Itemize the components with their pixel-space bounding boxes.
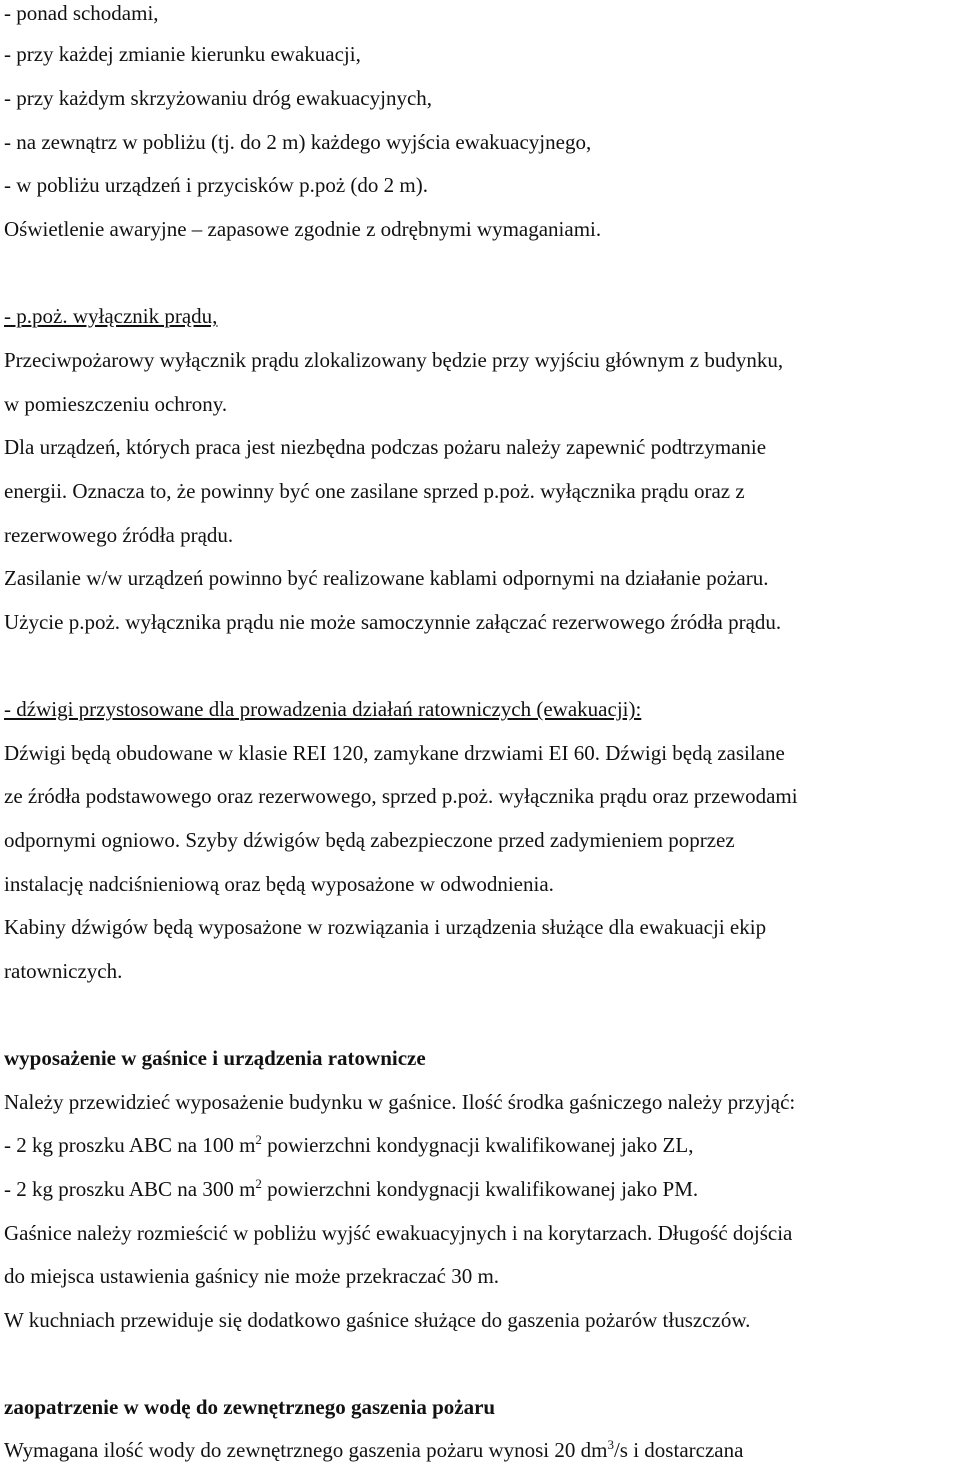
item-text: - 2 kg proszku ABC na 100 m [4,1133,256,1157]
paragraph-line: Użycie p.poż. wyłącznika prądu nie może samoczynnie załączać rezerwowego źródła prądu. [4,610,782,634]
list-item [4,1176,698,1202]
list-item: - w pobliżu urządzeń i przycisków p.poż (do 2 m). [4,173,428,197]
paragraph-line: Gaśnice należy rozmieścić w pobliżu wyjść ewakuacyjnych i na korytarzach. Długość dojścia [4,1221,793,1245]
superscript: 3 [607,1437,614,1452]
paragraph-line: ze źródła podstawowego oraz rezerwowego, sprzed p.poż. wyłącznika prądu oraz przewodami [4,784,798,808]
paragraph-line: W kuchniach przewiduje się dodatkowo gaśnice służące do gaszenia pożarów tłuszczów. [4,1308,751,1332]
list-item: - przy każdym skrzyżowaniu dróg ewakuacyjnych, [4,86,433,110]
list-item [4,1132,693,1158]
paragraph-line: Dla urządzeń, których praca jest niezbędna podczas pożaru należy zapewnić podtrzymanie [4,435,767,459]
paragraph-line: rezerwowego źródła prądu. [4,523,234,547]
fire-switch-heading: - p.poż. wyłącznik prądu, [4,304,218,328]
item-text: powierzchni kondygnacji kwalifikowanej jako PM. [261,1177,699,1201]
extinguishers-heading: wyposażenie w gaśnice i urządzenia ratownicze [4,1046,426,1070]
water-supply-heading: zaopatrzenie w wodę do zewnętrznego gaszenia pożaru [4,1395,496,1419]
paragraph-line: odpornymi ogniowo. Szyby dźwigów będą zabezpieczone przed zadymieniem poprzez [4,828,735,852]
item-text: powierzchni kondygnacji kwalifikowanej jako ZL, [261,1133,694,1157]
lifts-heading: - dźwigi przystosowane dla prowadzenia działań ratowniczych (ewakuacji): [4,697,642,721]
line-text: /s i dostarczana [613,1438,744,1462]
list-item: - ponad schodami, [4,1,159,25]
paragraph-line: Należy przewidzieć wyposażenie budynku w gaśnice. Ilość środka gaśniczego należy przyjąć: [4,1090,796,1114]
list-item: - na zewnątrz w pobliżu (tj. do 2 m) każdego wyjścia ewakuacyjnego, [4,130,592,154]
superscript: 2 [255,1176,262,1191]
paragraph-line: Dźwigi będą obudowane w klasie REI 120, zamykane drzwiami EI 60. Dźwigi będą zasilane [4,741,785,765]
line-text: Wymagana ilość wody do zewnętrznego gaszenia pożaru wynosi 20 dm [4,1438,608,1462]
emergency-lighting-note: Oświetlenie awaryjne – zapasowe zgodnie z odrębnymi wymaganiami. [4,217,602,241]
paragraph-line: Zasilanie w/w urządzeń powinno być realizowane kablami odpornymi na działanie pożaru. [4,566,769,590]
paragraph-line: w pomieszczeniu ochrony. [4,392,228,416]
item-text: - 2 kg proszku ABC na 300 m [4,1177,256,1201]
paragraph-line: do miejsca ustawienia gaśnicy nie może przekraczać 30 m. [4,1264,500,1288]
superscript: 2 [255,1132,262,1147]
paragraph-line: Przeciwpożarowy wyłącznik prądu zlokalizowany będzie przy wyjściu głównym z budynku, [4,348,784,372]
paragraph-line: ratowniczych. [4,959,123,983]
list-item: - przy każdej zmianie kierunku ewakuacji, [4,42,361,66]
paragraph-line: energii. Oznacza to, że powinny być one zasilane sprzed p.poż. wyłącznika prądu oraz z [4,479,745,503]
paragraph-line: instalację nadciśnieniową oraz będą wyposażone w odwodnienia. [4,872,554,896]
paragraph-line: Kabiny dźwigów będą wyposażone w rozwiązania i urządzenia służące dla ewakuacji ekip [4,915,767,939]
paragraph-line [4,1437,743,1463]
